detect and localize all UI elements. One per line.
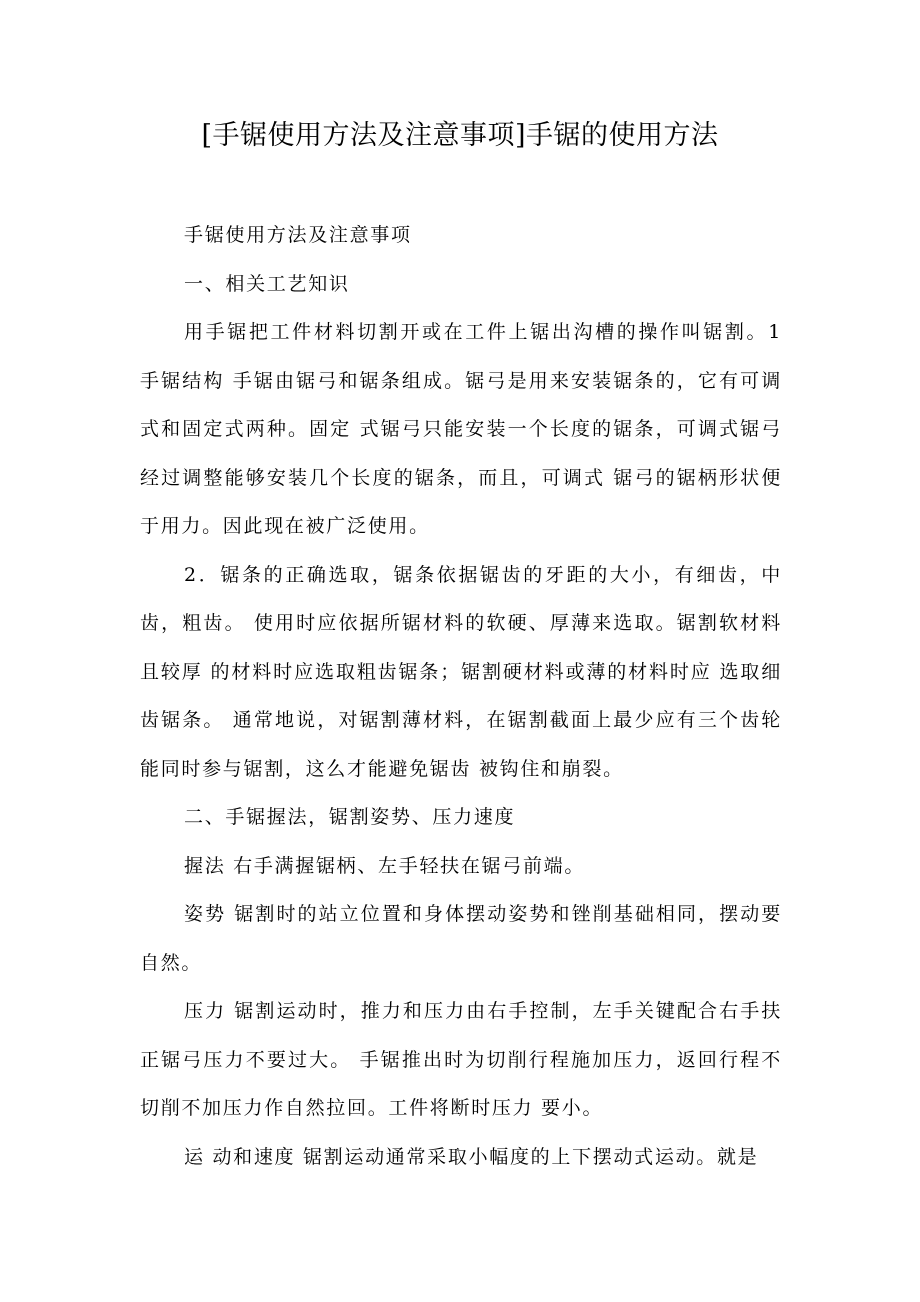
section-heading-1: 一、相关工艺知识 bbox=[184, 272, 350, 295]
paragraph-subtitle: 手锯使用方法及注意事项 bbox=[184, 224, 412, 246]
paragraph-grip: 握法 右手满握锯柄、左手轻扶在锯弓前端。 bbox=[184, 854, 586, 877]
paragraph-saw-structure: 用手锯把工件材料切割开或在工件上锯出沟槽的操作叫锯割。1 手锯结构 手锯由锯弓和锯条组成。锯弓是用来安装锯条的，它有可调式和固定式两种。固定 式锯弓只能安装一个长度的锯条，可调式锯弓经过调整能够安装几个长度的锯条，而且，可调式 锯弓的锯柄形状便于用力。因此现在被广泛使用。 bbox=[140, 321, 782, 537]
document-title: [手锯使用方法及注意事项]手锯的使用方法 bbox=[201, 120, 719, 151]
paragraph-blade-selection: 2．锯条的正确选取，锯条依据锯齿的牙距的大小，有细齿，中齿，粗齿。 使用时应依据所锯材料的软硬、厚薄来选取。锯割软材料且较厚 的材料时应选取粗齿锯条；锯割硬材料或薄的材料时应 选取细齿锯条。 通常地说，对锯割薄材料，在锯割截面上最少应有三个齿轮能同时参与锯割，这么才能避免锯齿 被钩住和崩裂。 bbox=[140, 563, 782, 780]
paragraph-pressure: 压力 锯割运动时，推力和压力由右手控制，左手关键配合右手扶正锯弓压力不要过大。 手锯推出时为切削行程施加压力，返回行程不切削不加压力作自然拉回。工件将断时压力 要小。 bbox=[140, 1000, 782, 1119]
document-body bbox=[140, 211, 782, 1181]
paragraph-posture: 姿势 锯割时的站立位置和身体摆动姿势和锉削基础相同，摆动要自然。 bbox=[140, 903, 782, 974]
paragraph-motion-speed: 运 动和速度 锯割运动通常采取小幅度的上下摆动式运动。就是 bbox=[184, 1145, 759, 1168]
section-heading-2: 二、手锯握法，锯割姿势、压力速度 bbox=[184, 806, 516, 828]
